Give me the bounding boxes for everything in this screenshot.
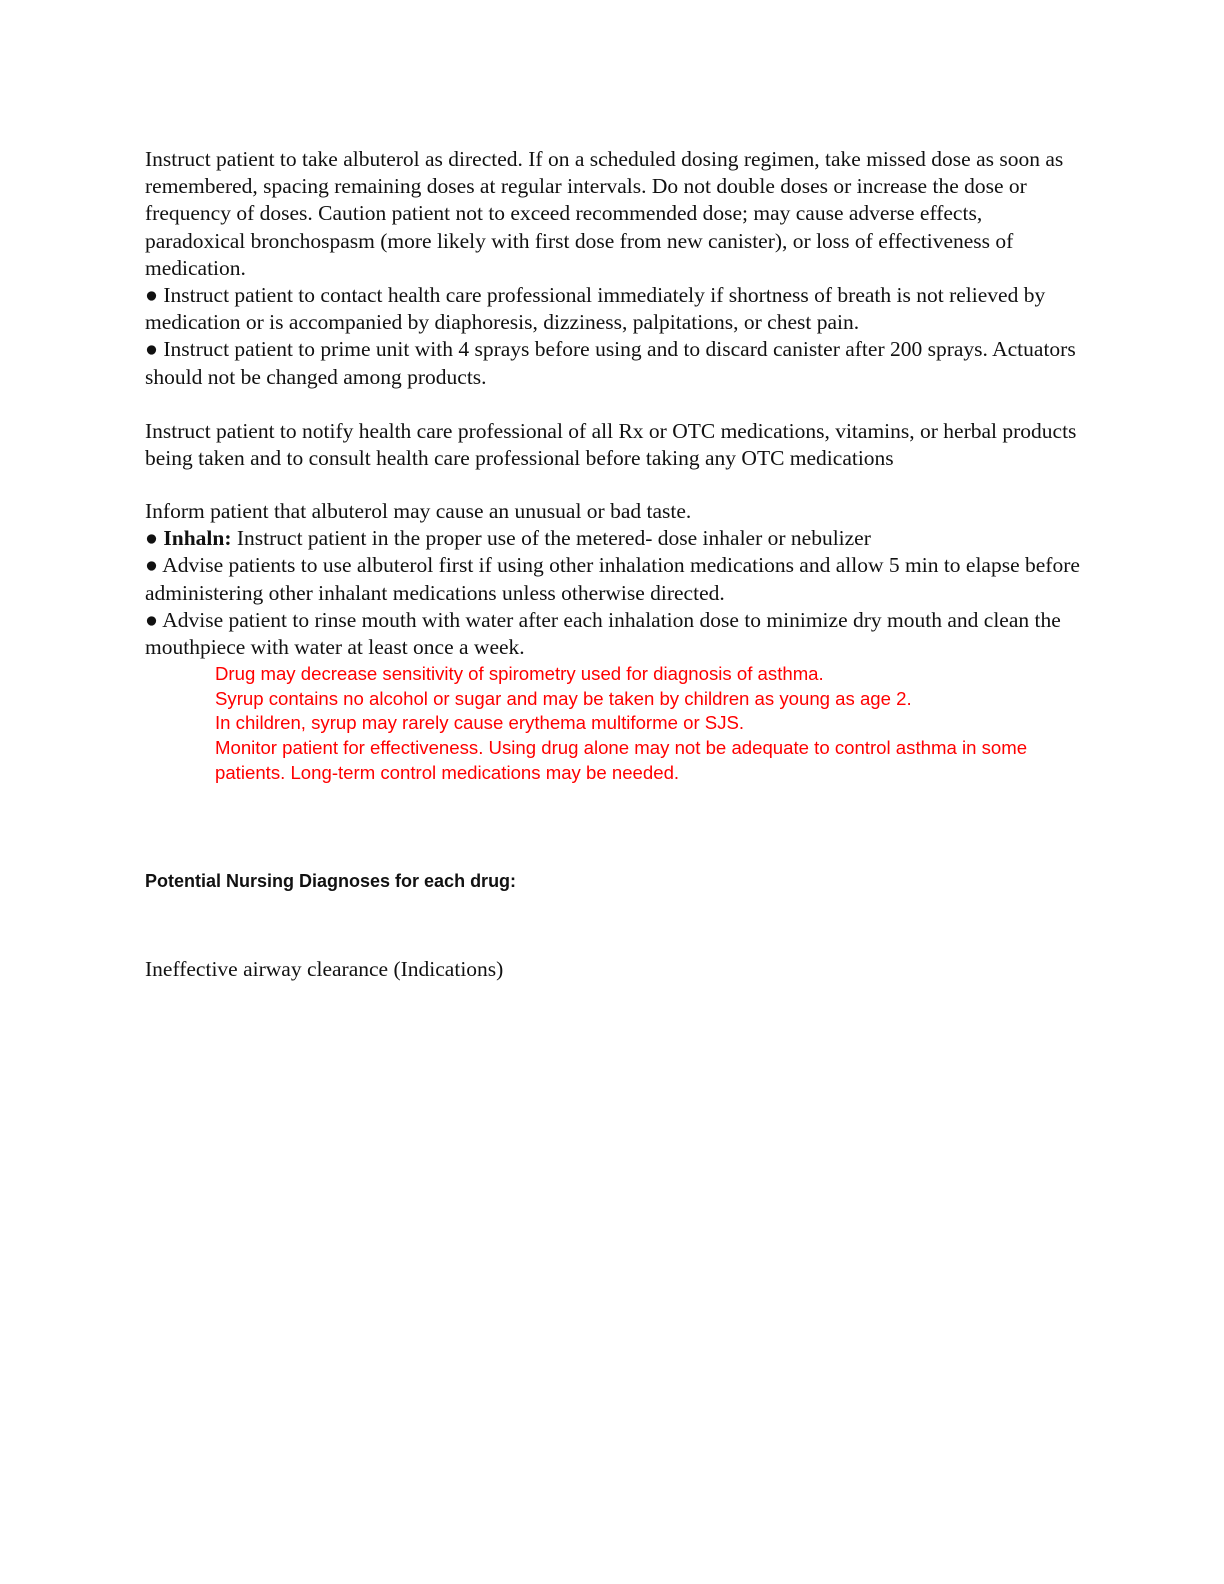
bullet-prime-unit (145, 336, 1080, 390)
bullet-icon: ● (145, 607, 158, 632)
bullet-text: Advise patient to rinse mouth with water after each inhalation dose to minimize dry mouth and clean the mouthpiece with water at least once a week. (145, 607, 1061, 660)
bullet-contact-professional (145, 282, 1080, 336)
inhaln-text: Instruct patient in the proper use of the metered- dose inhaler or nebulizer (236, 526, 871, 551)
nursing-diagnoses-heading: Potential Nursing Diagnoses for each drug: (145, 871, 517, 891)
bullet-icon: ● (145, 283, 158, 308)
missed-dose-paragraph: Instruct patient to take albuterol as directed. If on a scheduled dosing regimen, take missed dose as soon as remembered, spacing remaining doses at regular intervals. Do not double doses or increase the dose or frequency of doses. Caution patient not to exceed recommended dose; may cause adverse effects, paradoxical bronchospasm (more likely with first dose from new canister), or loss of effectiveness of medication. (145, 147, 1064, 280)
instructions-section (145, 146, 1080, 391)
notify-section (145, 418, 1080, 472)
bullet-text: Instruct patient to contact health care professional immediately if shortness of breath is not relieved by medication or is accompanied by diaphoresis, dizziness, palpitations, or chest pain. (145, 283, 1046, 335)
bullet-text: Advise patients to use albuterol first if using other inhalation medications and allow 5 min to elapse before administering other inhalant medications unless otherwise directed. (145, 553, 1080, 605)
taste-paragraph: Inform patient that albuterol may cause an unusual or bad taste. (145, 499, 692, 523)
bullet-icon: ● (145, 553, 158, 578)
inhaln-label: Inhaln: (163, 526, 232, 551)
note-syrup: Syrup contains no alcohol or sugar and may be taken by children as young as age 2. (215, 687, 912, 709)
red-notes (215, 662, 1085, 786)
taste-section (145, 498, 1080, 661)
note-monitor: Monitor patient for effectiveness. Using drug alone may not be adequate to control asthma in some patients. Long-term control medications may be needed. (215, 737, 1028, 783)
note-spirometry: Drug may decrease sensitivity of spirometry used for diagnosis of asthma. (215, 663, 824, 684)
bullet-use-first (145, 552, 1080, 606)
diagnosis-item: Ineffective airway clearance (Indications) (145, 957, 504, 981)
note-children: In children, syrup may rarely cause erythema multiforme or SJS. (215, 712, 745, 734)
bullet-icon: ● (145, 337, 158, 362)
notify-paragraph: Instruct patient to notify health care professional of all Rx or OTC medications, vitamins, or herbal products being taken and to consult health care professional before taking any OTC medications (145, 419, 1077, 471)
bullet-rinse-mouth (145, 607, 1080, 661)
bullet-icon: ● (145, 526, 158, 551)
bullet-inhaln (145, 525, 1080, 552)
bullet-text: Instruct patient to prime unit with 4 sprays before using and to discard canister after 200 sprays. Actuators should not be changed among products. (145, 337, 1076, 389)
